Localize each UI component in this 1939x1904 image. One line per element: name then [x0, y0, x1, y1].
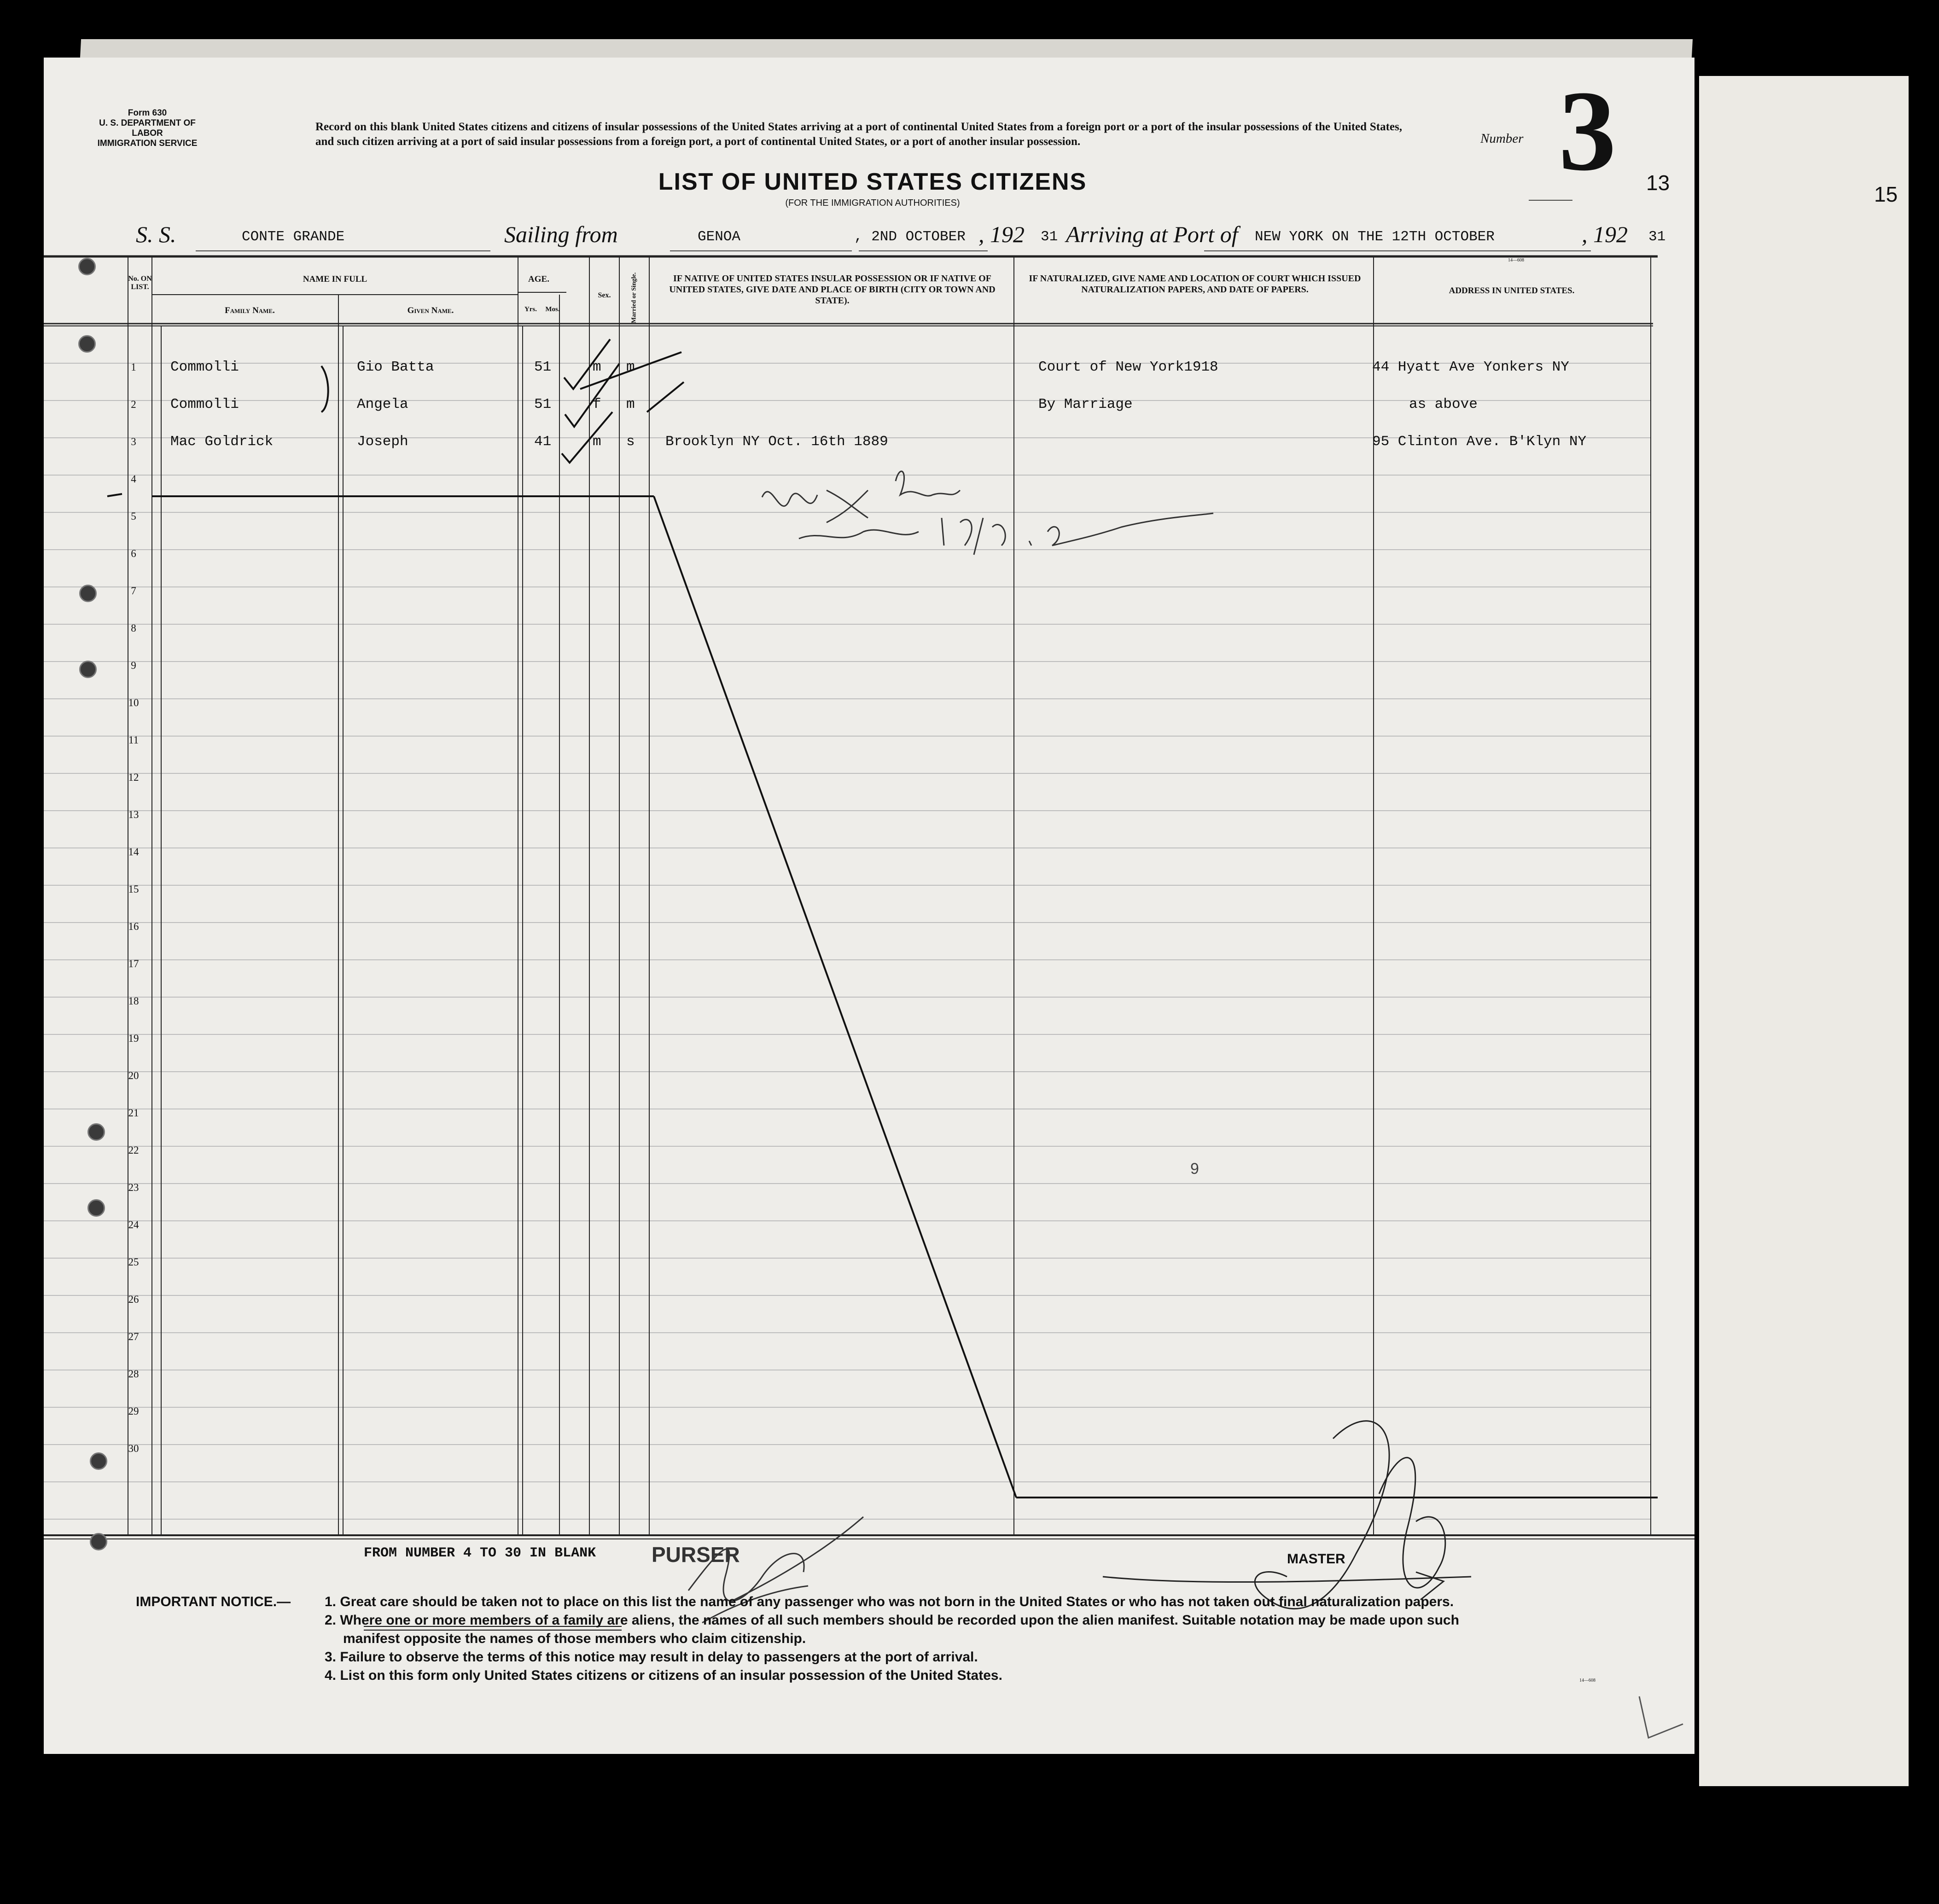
header-years: Yrs.	[524, 306, 537, 313]
list-number: 3	[1559, 67, 1616, 195]
punch-hole	[90, 1533, 107, 1550]
given-name-cell: Angela	[357, 396, 408, 412]
age-cell: 51	[534, 359, 552, 375]
family-name-cell: Mac Goldrick	[170, 434, 274, 450]
marital-status-cell: m	[626, 359, 635, 375]
punch-hole	[78, 335, 96, 353]
notice-3: 3. Failure to observe the terms of this notice may result in delay to passengers at the port of arrival.	[325, 1649, 978, 1665]
row-number: 28	[128, 1368, 139, 1380]
punch-hole	[78, 258, 96, 275]
number-label: Number	[1480, 131, 1524, 146]
printer-mark-top: 14—608	[1508, 258, 1524, 263]
row-number: 2	[131, 399, 136, 410]
row-number: 15	[128, 883, 139, 895]
row-number: 24	[128, 1219, 139, 1231]
row-number: 30	[128, 1443, 139, 1454]
row-number: 7	[131, 585, 136, 597]
header-address: ADDRESS IN UNITED STATES.	[1449, 286, 1575, 296]
row-number: 6	[131, 548, 136, 559]
page-number: 13	[1646, 171, 1670, 195]
adjacent-page-number: 15	[1874, 182, 1898, 206]
header-months: Mos.	[545, 306, 560, 313]
header-birth: IF NATIVE OF UNITED STATES INSULAR POSSESSION OR IF NATIVE OF UNITED STATES, GIVE DATE AND PLACE OF BIRTH (CITY OR TOWN AND STATE).	[669, 273, 996, 306]
purser-label: PURSER	[652, 1543, 740, 1567]
printer-mark-bottom: 14—608	[1579, 1678, 1595, 1683]
row-number: 16	[128, 921, 139, 932]
punch-hole	[79, 661, 97, 678]
row-number: 22	[128, 1144, 139, 1156]
address-cell: as above	[1409, 396, 1478, 412]
notice-4: 4. List on this form only United States citizens or citizens of an insular possession of the United States.	[325, 1668, 1002, 1683]
ship-name: CONTE GRANDE	[242, 229, 345, 245]
master-label: MASTER	[1287, 1551, 1345, 1567]
ss-label: S. S.	[136, 221, 176, 247]
manifest-sheet	[44, 58, 1694, 1754]
age-cell: 51	[534, 396, 552, 412]
blank-rows-note: FROM NUMBER 4 TO 30 IN BLANK	[364, 1545, 596, 1561]
row-number: 13	[128, 809, 139, 820]
year1-prefix: , 192	[978, 221, 1025, 247]
row-number: 17	[128, 958, 139, 969]
row-number: 26	[128, 1294, 139, 1305]
form-subtitle: (FOR THE IMMIGRATION AUTHORITIES)	[785, 198, 960, 208]
row-number: 9	[131, 660, 136, 671]
row-number: 20	[128, 1070, 139, 1081]
row-number: 11	[128, 734, 139, 746]
row-number: 5	[131, 511, 136, 522]
service-name: IMMIGRATION SERVICE	[97, 139, 198, 148]
row-number: 8	[131, 622, 136, 634]
header-no-on-list: No. ON LIST.	[128, 275, 152, 291]
row-number: 21	[128, 1107, 139, 1119]
address-cell: 44 Hyatt Ave Yonkers NY	[1372, 359, 1569, 375]
sailing-from-label: Sailing from	[504, 221, 618, 247]
header-name-in-full: NAME IN FULL	[303, 274, 367, 284]
birth-cell: Brooklyn NY Oct. 16th 1889	[665, 434, 888, 450]
row-number: 10	[128, 697, 139, 708]
marital-status-cell: m	[626, 396, 635, 412]
inspector-note-scribble	[762, 471, 1213, 555]
row-number: 1	[131, 361, 136, 373]
arrival-info: NEW YORK ON THE 12TH OCTOBER	[1255, 229, 1495, 245]
notice-2-continued: manifest opposite the names of those members who claim citizenship.	[343, 1631, 806, 1646]
sex-cell: m	[593, 359, 601, 375]
year2-suffix: 31	[1648, 229, 1666, 245]
header-given-name: Given Name.	[407, 306, 454, 315]
year2-prefix: , 192	[1582, 221, 1628, 247]
row-number: 23	[128, 1182, 139, 1193]
row-number: 3	[131, 436, 136, 447]
row-number: 4	[131, 473, 136, 485]
sex-cell: f	[593, 396, 601, 412]
row-number: 27	[128, 1331, 139, 1342]
row-number: 29	[128, 1405, 139, 1417]
stray-mark: 9	[1190, 1160, 1199, 1178]
header-naturalized: IF NATURALIZED, GIVE NAME AND LOCATION OF COURT WHICH ISSUED NATURALIZATION PAPERS, AND DATE OF PAPERS.	[1029, 273, 1361, 295]
form-number: Form 630	[128, 108, 167, 118]
form-id-block	[87, 108, 207, 149]
arriving-label: Arriving at Port of	[1066, 221, 1238, 247]
sex-cell: m	[593, 434, 601, 450]
row-number: 19	[128, 1033, 139, 1044]
master-signature	[1103, 1421, 1471, 1609]
form-title: LIST OF UNITED STATES CITIZENS	[658, 168, 1087, 195]
header-marital: Married or Single.	[630, 272, 638, 324]
family-name-cell: Commolli	[170, 396, 239, 412]
punch-hole	[90, 1452, 107, 1470]
departure-port: GENOA	[698, 229, 741, 245]
naturalization-cell: By Marriage	[1038, 396, 1133, 412]
adjacent-page	[1699, 76, 1909, 1786]
form-instructions: Record on this blank United States citizens and citizens of insular possessions of the United States arriving at a port of continental United States from a foreign port or a port of the insular possessions of the United States, and such citizen arriving at a port of said insular possessions from a foreign port, a port of continental United States, or a port of another insular possession.	[315, 121, 1402, 148]
notice-1: 1. Great care should be taken not to place on this list the name of any passenger who was not born in the United States or who has not taken out final naturalization papers.	[325, 1594, 1454, 1609]
given-name-cell: Joseph	[357, 434, 408, 450]
stacked-page-edges	[80, 39, 1693, 58]
row-number: 25	[128, 1256, 139, 1268]
row-number: 12	[128, 772, 139, 783]
notice-2: 2. Where one or more members of a family are aliens, the names of all such members should be recorded upon the alien manifest. Suitable notation may be made upon such	[325, 1613, 1459, 1628]
important-notice-label: IMPORTANT NOTICE.—	[136, 1594, 291, 1609]
age-cell: 41	[534, 434, 552, 450]
punch-hole	[87, 1123, 105, 1141]
punch-hole	[79, 585, 97, 602]
department-name: U. S. DEPARTMENT OF LABOR	[99, 118, 196, 138]
family-name-cell: Commolli	[170, 359, 239, 375]
row-number: 14	[128, 846, 139, 858]
departure-date: , 2ND OCTOBER	[854, 229, 966, 245]
row-number: 18	[128, 995, 139, 1007]
punch-hole	[87, 1199, 105, 1217]
address-cell: 95 Clinton Ave. B'Klyn NY	[1372, 434, 1587, 450]
header-sex: Sex.	[598, 291, 611, 299]
header-age: AGE.	[528, 274, 549, 284]
marital-status-cell: s	[626, 434, 635, 450]
given-name-cell: Gio Batta	[357, 359, 434, 375]
naturalization-cell: Court of New York1918	[1038, 359, 1218, 375]
year1-suffix: 31	[1041, 229, 1058, 245]
header-family-name: Family Name.	[225, 306, 275, 315]
